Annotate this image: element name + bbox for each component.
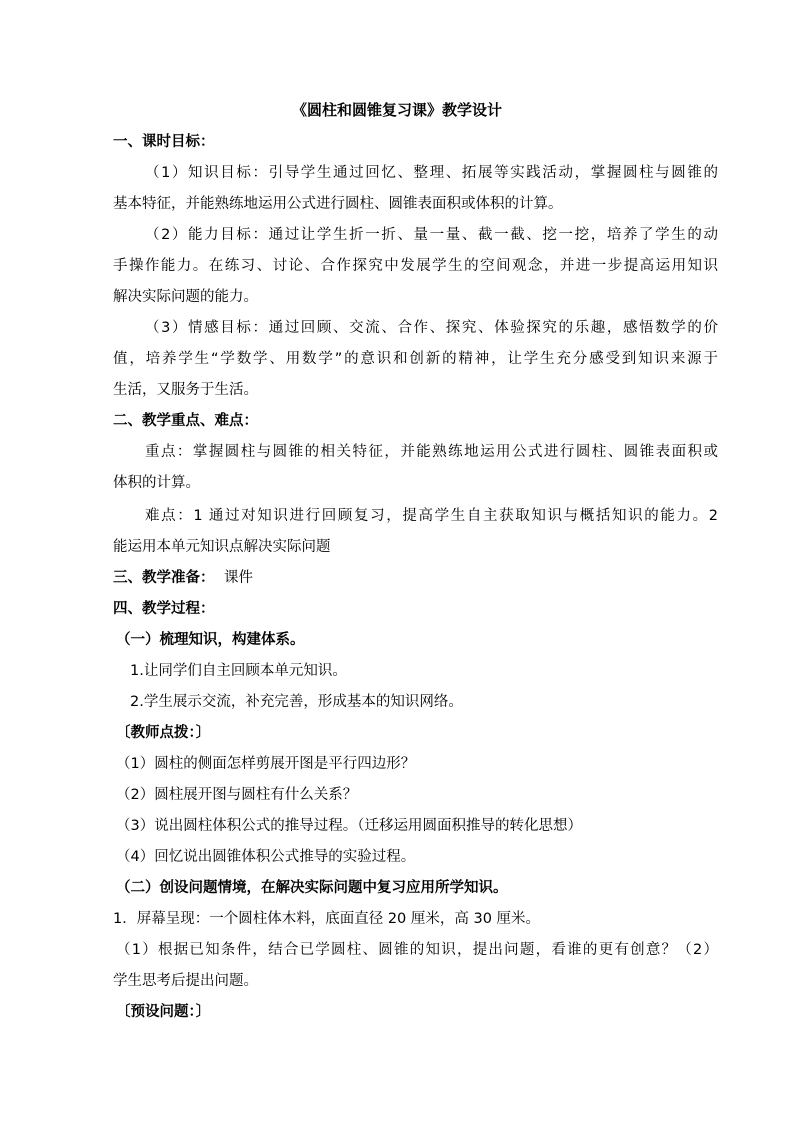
paragraph-line: 手操作能力。在练习、讨论、合作探究中发展学生的空间观念，并进一步提高运用知识 [113,258,718,274]
paragraph-line: 1．屏幕呈现：一个圆柱体木料，底面直径 20 厘米，高 30 厘米。 [113,911,541,927]
list-item: （1）圆柱的侧面怎样剪展开图是平行四边形？ [116,756,416,772]
paragraph-line: （3）情感目标：通过回顾、交流、合作、探究、体验探究的乐趣，感悟数学的价 [145,320,718,336]
section-heading-process: 四、教学过程： [113,601,215,617]
document-title: 《圆柱和圆锥复习课》教学设计 [291,101,502,119]
teacher-note-heading: 〔教师点拨：〕 [116,725,211,741]
subsection-heading: （二）创设问题情境，在解决实际问题中复习应用所学知识。 [116,880,508,896]
section-heading-preparation: 三、教学准备： [113,570,215,586]
section-heading-key-points: 二、教学重点、难点： [113,413,258,429]
paragraph-line: （1）根据已知条件，结合已学圆柱、圆锥的知识，提出问题，看谁的更有创意？（2） [116,942,718,958]
list-item: （4）回忆说出圆锥体积公式推导的实验过程。 [116,849,416,865]
list-item: （2）圆柱展开图与圆柱有什么关系？ [116,787,358,803]
paragraph-line: （1）知识目标：引导学生通过回忆、整理、拓展等实践活动，掌握圆柱与圆锥的 [145,165,718,181]
paragraph-line: （2）能力目标：通过让学生折一折、量一量、截一截、挖一挖，培养了学生的动 [145,227,718,243]
preset-questions-heading: 〔预设问题：〕 [116,1004,211,1020]
subsection-heading: （一）梳理知识，构建体系。 [116,632,305,648]
paragraph-line: 重点：掌握圆柱与圆锥的相关特征，并能熟练地运用公式进行圆柱、圆锥表面积或 [145,444,718,460]
list-item: （3）说出圆柱体积公式的推导过程。（迁移运用圆面积推导的转化思想） [116,818,582,834]
paragraph-line: 体积的计算。 [113,475,200,491]
paragraph-line: 难点：1 通过对知识进行回顾复习，提高学生自主获取知识与概括知识的能力。2 [145,508,718,524]
section-heading-objectives: 一、课时目标： [113,134,215,150]
paragraph-line: 值，培养学生“学数学、用数学”的意识和创新的精神，让学生充分感受到知识来源于 [113,351,718,367]
paragraph-line: 解决实际问题的能力。 [113,289,258,305]
list-item: 2.学生展示交流，补充完善，形成基本的知识网络。 [130,694,463,710]
list-item: 1.让同学们自主回顾本单元知识。 [130,663,347,679]
paragraph-line: 基本特征，并能熟练地运用公式进行圆柱、圆锥表面积或体积的计算。 [113,196,563,212]
preparation-value: 课件 [224,570,253,586]
paragraph-line: 生活，又服务于生活。 [113,382,258,398]
paragraph-line: 能运用本单元知识点解决实际问题 [113,539,331,555]
paragraph-line: 学生思考后提出问题。 [113,973,258,989]
